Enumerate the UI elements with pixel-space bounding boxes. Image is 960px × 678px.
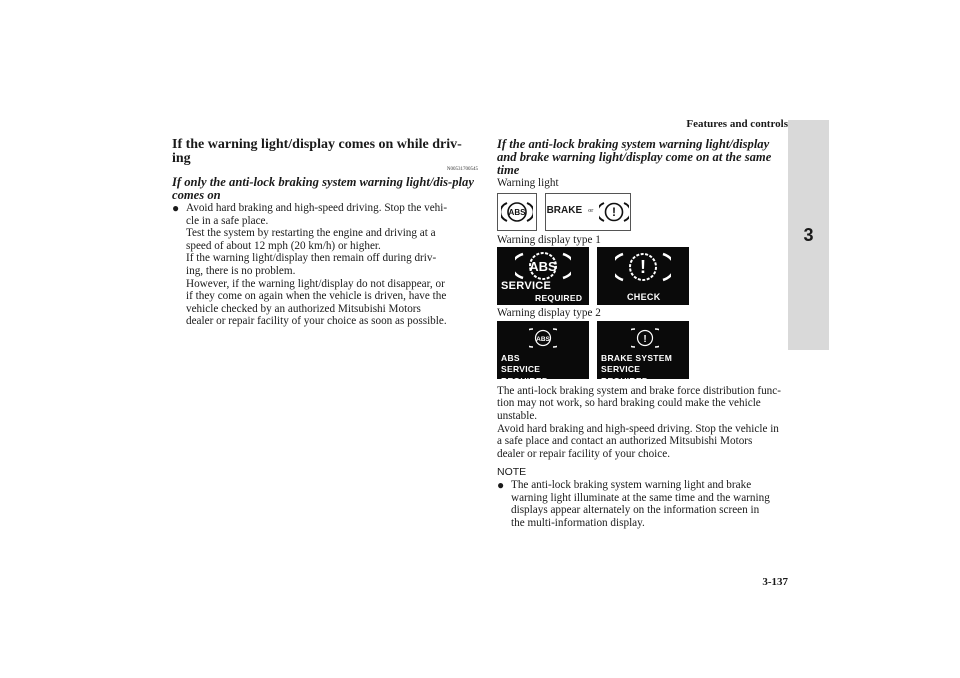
bullet-item — [172, 202, 478, 328]
exclamation-small-display-icon — [631, 327, 659, 349]
abs-small-display-icon — [529, 327, 557, 349]
warning-light-icons — [497, 192, 788, 232]
bullet-icon: ● — [497, 477, 505, 492]
warning-light-label: Warning light — [497, 177, 559, 189]
abs-service-required-display — [497, 321, 589, 387]
left-column — [172, 138, 478, 328]
body-line: Test the system by restarting the engine and driving at a — [186, 227, 436, 240]
display-check-text: CHECK — [627, 292, 661, 303]
body-line: vehicle checked by an authorized Mitsubishi Motors — [186, 302, 421, 315]
note-bullet — [497, 479, 788, 529]
body-line: cle in a safe place. — [186, 214, 269, 227]
exclamation-circle-icon — [599, 200, 629, 224]
body-line: If the warning light/display then remain off during driv- — [186, 252, 437, 265]
display-service-required-text: SERVICE REQUIRED — [501, 363, 549, 387]
body-line: However, if the warning light/display do not disappear, or — [186, 277, 445, 290]
body-line: The anti-lock braking system and brake force distribution func- — [497, 384, 781, 397]
svg-text:!: ! — [612, 204, 617, 219]
abs-display-icon — [515, 251, 571, 281]
note-line: displays appear alternately on the information screen in — [511, 504, 760, 517]
abs-icon-text: ABS — [508, 207, 526, 217]
svg-text:ABS: ABS — [529, 259, 557, 275]
svg-text:ABS: ABS — [536, 335, 550, 343]
body-line: dealer or repair facility of your choice as soon as possible. — [186, 315, 447, 328]
abs-service-display — [497, 247, 589, 305]
body-line: tion may not work, so hard braking could make the vehicle — [497, 397, 761, 410]
section-heading: If the warning light/display comes on while driv-ing — [172, 137, 462, 166]
note-line: The anti-lock braking system warning light and brake — [511, 478, 752, 491]
display-brake-system-text: BRAKE SYSTEM — [601, 352, 673, 363]
display-service-text: SERVICE — [501, 280, 552, 293]
exclamation-display-icon — [615, 250, 671, 284]
body-line: unstable. — [497, 409, 538, 422]
body-line: ing, there is no problem. — [186, 264, 296, 277]
svg-text:!: ! — [640, 257, 646, 278]
bullet-icon: ● — [172, 201, 180, 215]
display-type1-label: Warning display type 1 — [497, 233, 601, 246]
section-header: Features and controls — [686, 118, 788, 130]
display-type1-row — [497, 247, 788, 305]
display-abs-text: ABS — [501, 352, 520, 363]
body-line: Avoid hard braking and high-speed driving. Stop the vehicle in — [497, 422, 779, 435]
subheading-abs-only: If only the anti-lock braking system warning light/dis-play comes on — [172, 175, 474, 202]
subheading-abs-and-brake: If the anti-lock braking system warning light/display and brake warning light/display come on at the same time — [497, 137, 772, 177]
display-required-text: REQUIRED — [535, 293, 583, 304]
note-heading: NOTE — [497, 466, 527, 479]
brake-check-display — [597, 247, 689, 305]
body-line: Avoid hard braking and high-speed driving. Stop the vehi- — [186, 202, 448, 214]
right-column — [497, 138, 788, 529]
note-line: the multi-information display. — [511, 516, 645, 529]
display-type2-label: Warning display type 2 — [497, 307, 601, 320]
body-line: if they come on again when the vehicle is driven, have the — [186, 290, 447, 303]
display-service-required-text: SERVICE REQUIRED — [601, 363, 649, 387]
abs-warning-icon — [497, 193, 537, 231]
note-line: warning light illuminate at the same time and the warning — [511, 491, 770, 504]
brake-warning-icons — [545, 193, 631, 231]
display-type2-row — [497, 321, 788, 387]
body-line: speed of about 12 mph (20 km/h) or higher. — [186, 239, 381, 252]
body-line: dealer or repair facility of your choice. — [497, 447, 671, 460]
body-line: a safe place and contact an authorized Mitsubishi Motors — [497, 435, 753, 448]
brake-system-service-display — [597, 321, 689, 387]
brake-icon-text: BRAKE — [546, 205, 583, 217]
reference-code: N00531700545 — [446, 167, 478, 172]
or-label: or — [588, 208, 594, 215]
chapter-tab: 3 — [788, 120, 829, 350]
page-number: 3-137 — [762, 576, 788, 588]
svg-text:!: ! — [643, 333, 647, 345]
